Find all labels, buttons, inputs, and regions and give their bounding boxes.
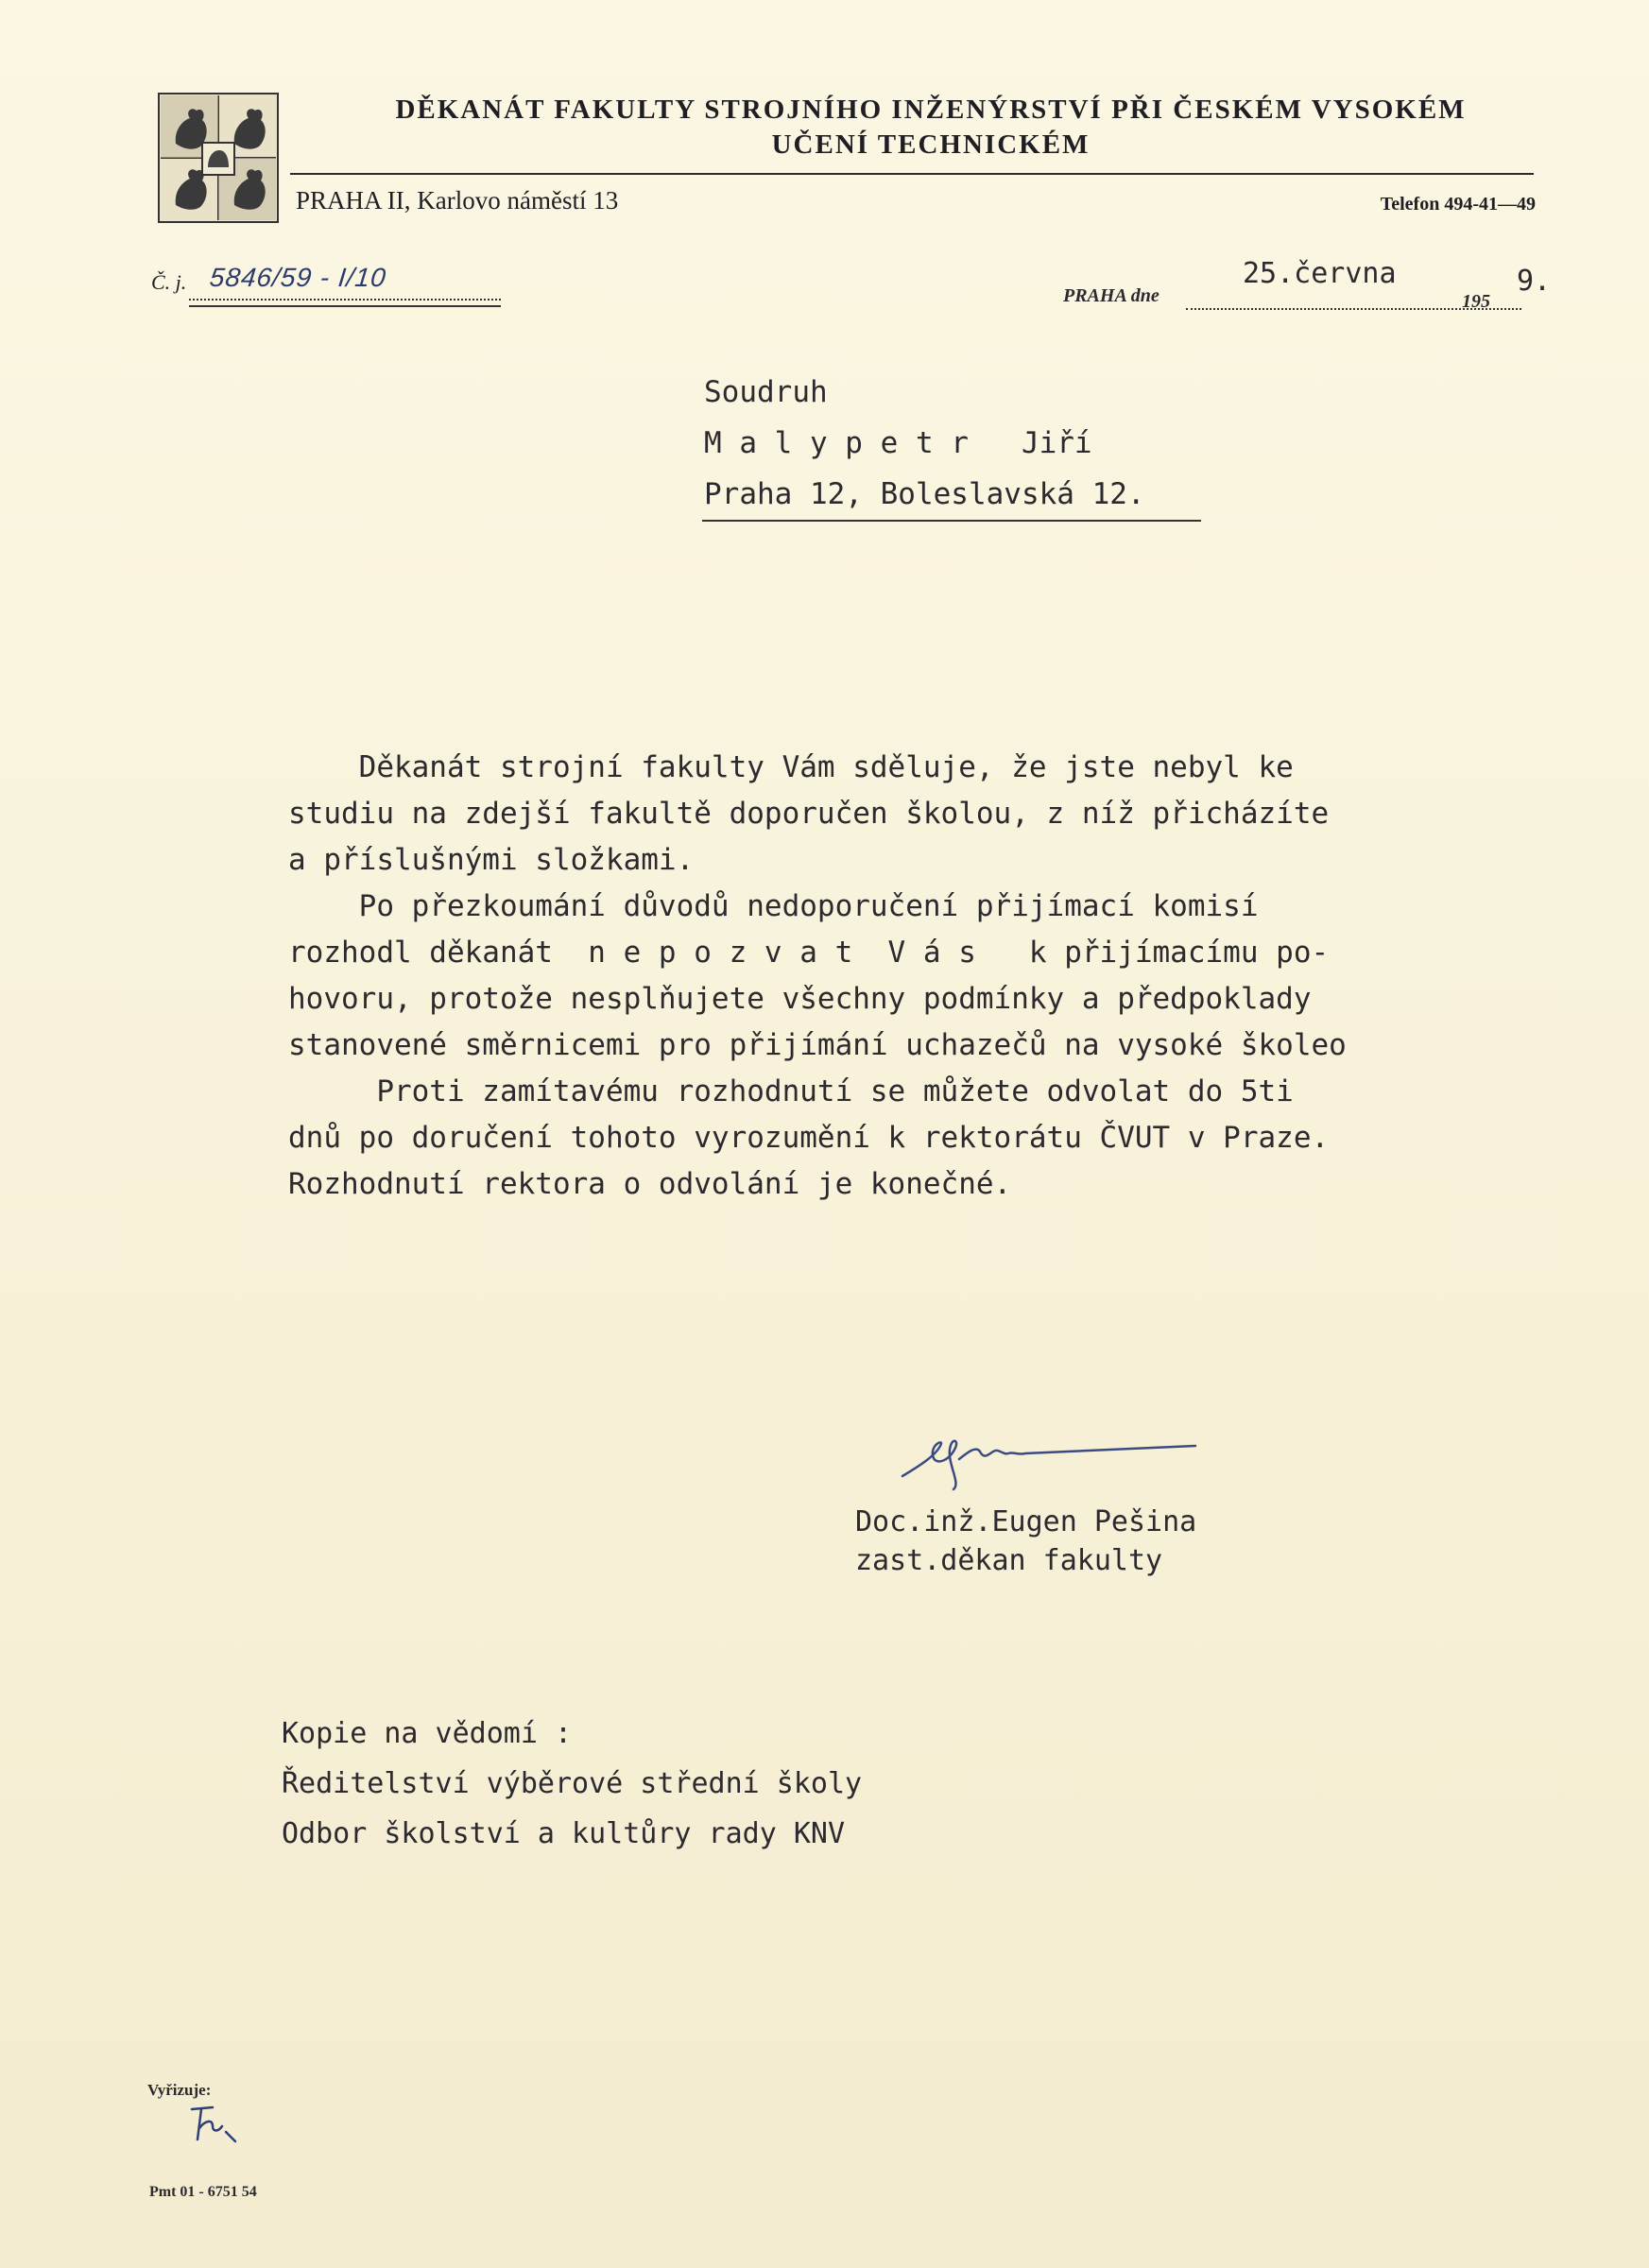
body-line: stanovené směrnicemi pro přijímání uchazečů na vysoké školeo bbox=[288, 1028, 1347, 1062]
copies-recipient: Odbor školství a kultůry rady KNV bbox=[282, 1817, 846, 1850]
body-line: Proti zamítavému rozhodnutí se můžete odvolat do 5ti bbox=[288, 1074, 1294, 1108]
reference-number bbox=[151, 263, 501, 295]
handwritten-signature bbox=[893, 1418, 1243, 1493]
addressee-address: Praha 12, Boleslavská 12. bbox=[704, 477, 1145, 511]
addressee-block bbox=[704, 367, 1145, 520]
body-line: Děkanát strojní fakulty Vám sděluje, že jste nebyl ke bbox=[288, 750, 1294, 784]
reference-value: 5846/59 - I/10 bbox=[208, 263, 388, 292]
body-line: rozhodl děkanát n e p o z v a t V á s k přijímacímu po- bbox=[288, 936, 1330, 970]
letter-body bbox=[288, 745, 1507, 1208]
date-place-prefix: PRAHA dne bbox=[1063, 285, 1159, 306]
handled-by-label: Vyřizuje: bbox=[147, 2081, 212, 2099]
body-line: dnů po doručení tohoto vyrozumění k rektorátu ČVUT v Praze. bbox=[288, 1121, 1330, 1155]
print-code: Pmt 01 - 6751 54 bbox=[149, 2184, 257, 2200]
reference-prefix: Č. j. bbox=[151, 270, 187, 294]
date-day-month: 25.června bbox=[1243, 257, 1397, 290]
copies-heading: Kopie na vědomí : bbox=[282, 1717, 573, 1750]
institution-name: DĚKANÁT FAKULTY STROJNÍHO INŽENÝRSTVÍ PŘI ČESKÉM VYSOKÉM UČENÍ TECHNICKÉM bbox=[395, 94, 1467, 160]
body-line: hovoru, protože nesplňujete všechny podmínky a předpoklady bbox=[288, 982, 1312, 1016]
addressee-salutation: Soudruh bbox=[704, 375, 828, 409]
institution-address: PRAHA II, Karlovo náměstí 13 bbox=[296, 186, 619, 215]
copies-block bbox=[282, 1709, 862, 1859]
signer-name: Doc.inž.Eugen Pešina bbox=[855, 1505, 1197, 1538]
letter-date bbox=[1063, 251, 1552, 318]
body-line: Po přezkoumání důvodů nedoporučení přijímací komisí bbox=[288, 889, 1259, 923]
date-year-digit: 9. bbox=[1517, 265, 1552, 298]
handwritten-initials bbox=[184, 2104, 250, 2151]
reference-dotted-line bbox=[189, 299, 501, 301]
copies-recipient: Ředitelství výběrové střední školy bbox=[282, 1767, 863, 1800]
addressee-underline bbox=[702, 520, 1201, 522]
body-line: Rozhodnutí rektora o odvolání je konečné. bbox=[288, 1167, 1012, 1201]
reference-underline bbox=[189, 305, 501, 307]
body-line: studiu na zdejší fakultě doporučen školou, z níž přicházíte bbox=[288, 797, 1330, 831]
coat-of-arms-emblem bbox=[157, 92, 280, 224]
body-line: a příslušnými složkami. bbox=[288, 843, 695, 877]
date-year-prefix: 195 bbox=[1462, 291, 1490, 312]
signer-title: zast.děkan fakulty bbox=[855, 1544, 1163, 1577]
header-rule bbox=[290, 173, 1534, 175]
signer-block bbox=[855, 1503, 1196, 1580]
institution-phone: Telefon 494-41—49 bbox=[1380, 194, 1536, 215]
addressee-name: M a l y p e t r Jiří bbox=[704, 426, 1092, 460]
